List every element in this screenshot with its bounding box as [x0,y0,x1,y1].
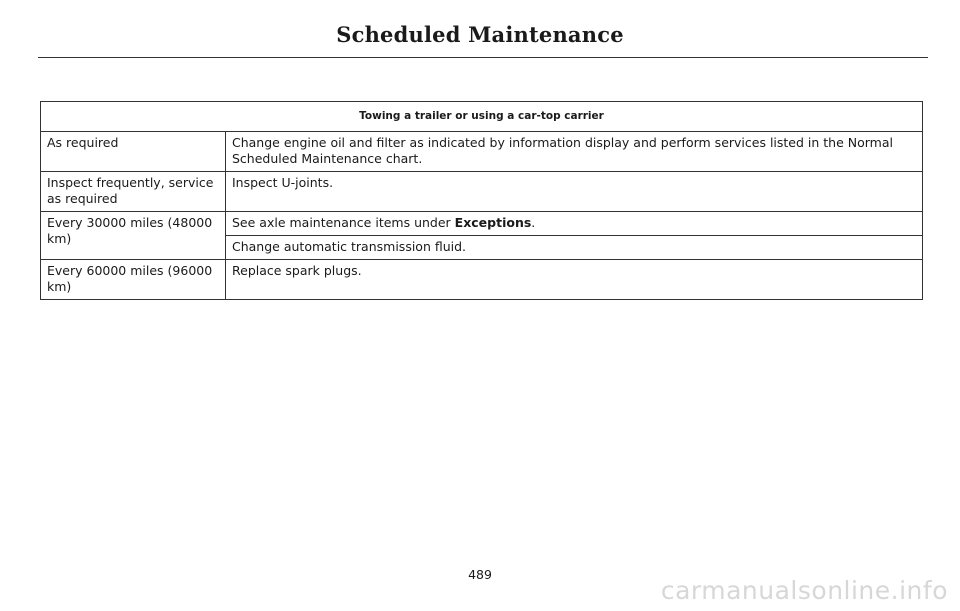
action-text-suffix: . [531,215,536,230]
table-row [41,212,923,236]
interval-cell: Inspect frequently, service as required [41,172,226,212]
page-title: Scheduled Maintenance [336,22,624,47]
title-divider [38,57,928,58]
interval-cell: As required [41,132,226,172]
action-cell: Inspect U-joints. [226,172,923,212]
table-row [41,260,923,300]
action-cell [226,212,923,236]
watermark: carmanualsonline.info [660,576,948,605]
page-number: 489 [468,567,492,582]
action-cell: Replace spark plugs. [226,260,923,300]
action-cell: Change engine oil and filter as indicated by information display and perform services listed in the Normal Scheduled Maintenance chart. [226,132,923,172]
action-cell: Change automatic transmission fluid. [226,236,923,260]
table-header-row [41,102,923,132]
table-row [41,132,923,172]
table-header: Towing a trailer or using a car-top carrier [41,102,923,132]
table-row [41,172,923,212]
towing-maintenance-table [40,101,923,300]
exceptions-reference: Exceptions [454,215,532,230]
interval-cell: Every 60000 miles (96000 km) [41,260,226,300]
action-text: See axle maintenance items under [232,215,455,230]
interval-cell: Every 30000 miles (48000 km) [41,212,226,260]
